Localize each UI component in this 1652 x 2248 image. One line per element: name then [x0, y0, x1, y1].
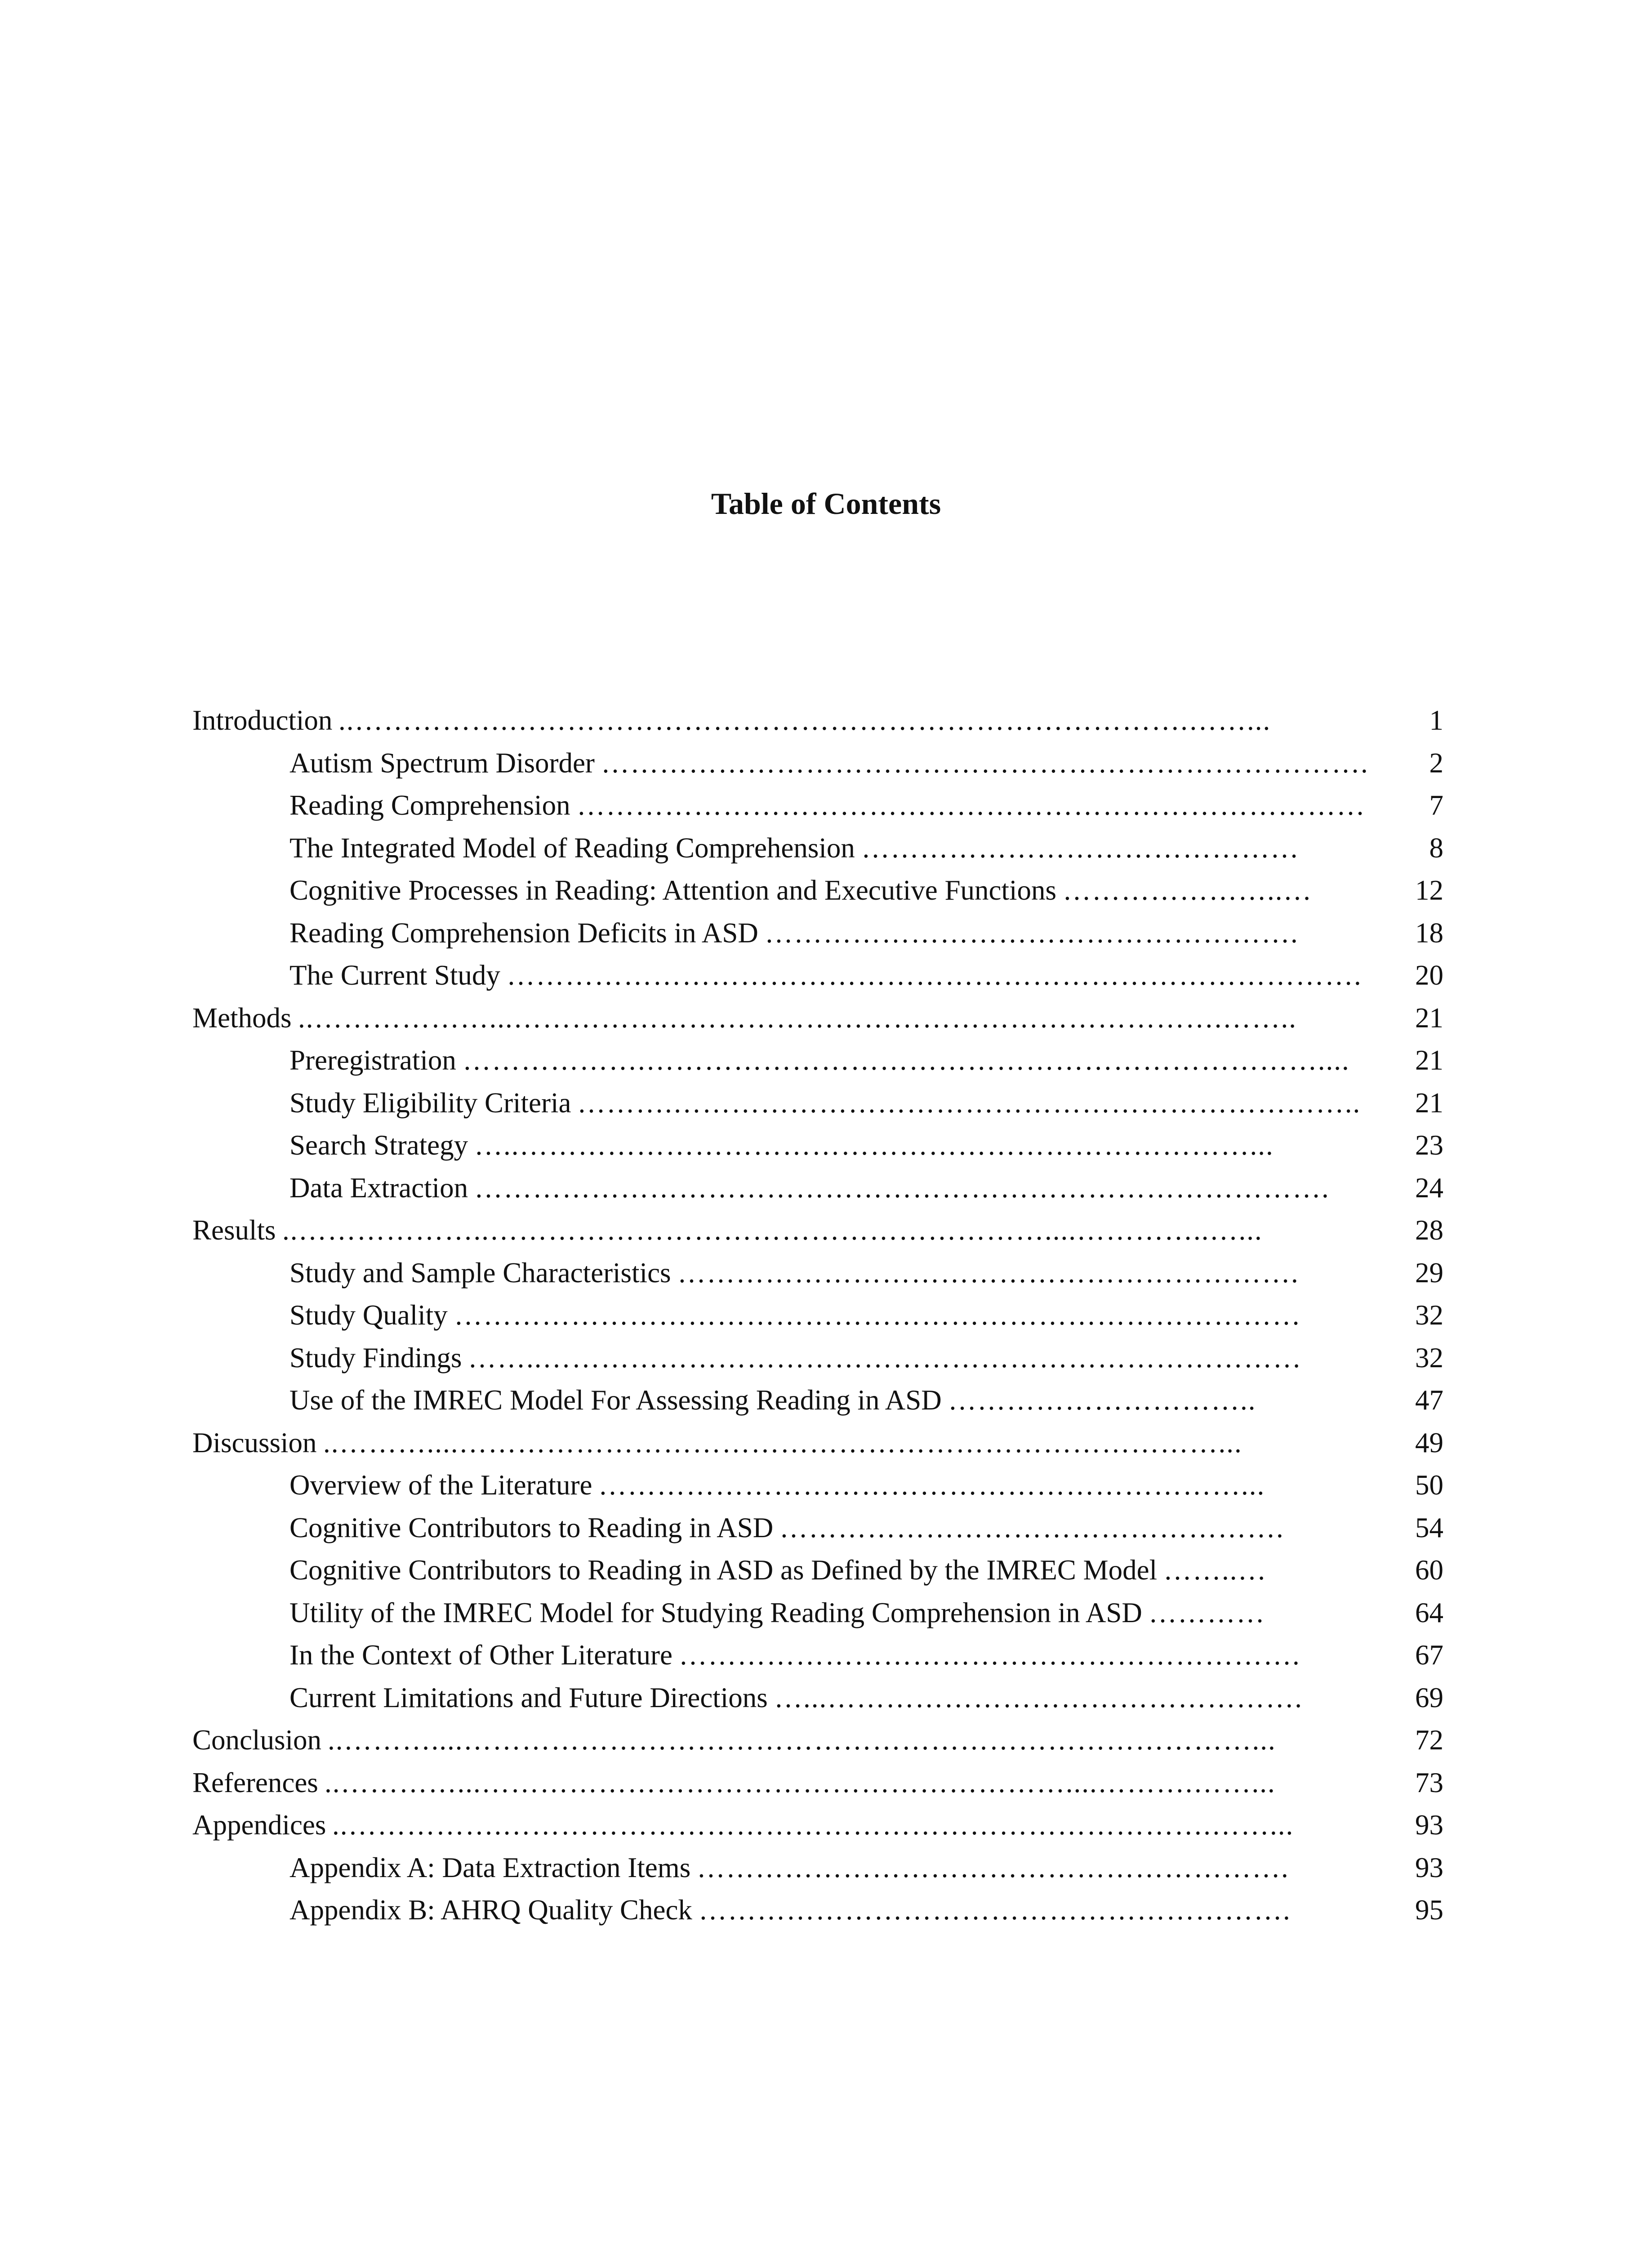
- toc-entry-label: Preregistration: [289, 1044, 456, 1076]
- toc-entry: [192, 1379, 1443, 1422]
- toc-entry-label: Study Findings: [289, 1342, 462, 1374]
- toc-dot-leader: …………: [1149, 1597, 1265, 1628]
- toc-entry-label: Current Limitations and Future Directions: [289, 1682, 768, 1713]
- toc-entry-page-number: 18: [1415, 917, 1443, 949]
- toc-entry-label: Cognitive Contributors to Reading in ASD as Defined by the IMREC Model: [289, 1554, 1158, 1586]
- toc-entry-page-number: 20: [1415, 959, 1443, 991]
- toc-entry-page-number: 64: [1415, 1597, 1443, 1628]
- toc-entry: [192, 1252, 1443, 1294]
- toc-entry-label: Utility of the IMREC Model for Studying Reading Comprehension in ASD: [289, 1597, 1142, 1628]
- toc-entry-label: Search Strategy: [289, 1129, 468, 1161]
- toc-dot-leader: …………………..…: [1063, 874, 1313, 906]
- toc-entry: [192, 869, 1443, 912]
- toc-entry-label: Autism Spectrum Disorder: [289, 747, 595, 779]
- toc-entry: [192, 1677, 1443, 1719]
- toc-dot-leader: ………………………………………: [861, 832, 1300, 864]
- toc-dot-leader: …………………………..: [948, 1384, 1256, 1416]
- toc-dot-leader: ..…………….…………………………………………………………….……...: [338, 705, 1271, 736]
- toc-entry-label: The Current Study: [289, 959, 500, 991]
- toc-entry: [192, 1039, 1443, 1082]
- toc-entry-label: Study Quality: [289, 1299, 448, 1331]
- toc-entry: [192, 827, 1443, 870]
- toc-entry: [192, 1847, 1443, 1889]
- toc-entry: [192, 1337, 1443, 1379]
- toc-entry-label: Cognitive Processes in Reading: Attention and Executive Functions: [289, 874, 1057, 906]
- toc-entry: [192, 1762, 1443, 1804]
- toc-entry: [192, 997, 1443, 1039]
- toc-entry-page-number: 24: [1415, 1172, 1443, 1204]
- toc-entry-page-number: 54: [1415, 1512, 1443, 1543]
- toc-entry-page-number: 72: [1415, 1724, 1443, 1756]
- toc-dot-leader: …………………………………………………………...: [598, 1469, 1265, 1501]
- toc-entry-page-number: 60: [1415, 1554, 1443, 1586]
- toc-entry-page-number: 12: [1415, 874, 1443, 906]
- toc-dot-leader: ……………………………………………….: [765, 917, 1299, 949]
- toc-entry-page-number: 50: [1415, 1469, 1443, 1501]
- toc-entry: [192, 1804, 1443, 1847]
- toc-entry-label: Overview of the Literature: [289, 1469, 592, 1501]
- toc-dot-leader: ……….……………………………………………………………..: [577, 1087, 1361, 1119]
- toc-entry: [192, 1592, 1443, 1634]
- toc-entry-label: Conclusion: [192, 1724, 322, 1756]
- toc-dot-leader: ..………....………………………………………………………………………...: [328, 1724, 1276, 1756]
- toc-entry-page-number: 21: [1415, 1087, 1443, 1119]
- toc-dot-leader: ………………………………………………………………………: [577, 789, 1366, 821]
- toc-dot-leader: ..………………...……………………………………………………………….……..: [298, 1002, 1297, 1034]
- toc-entry-page-number: 93: [1415, 1851, 1443, 1883]
- toc-entry-label: Appendix A: Data Extraction Items: [289, 1851, 691, 1883]
- toc-dot-leader: ……………………………………………………………………………: [454, 1299, 1301, 1331]
- toc-entry-label: Study Eligibility Criteria: [289, 1087, 571, 1119]
- toc-dot-leader: …………………………………………………………………………….: [474, 1172, 1330, 1204]
- toc-entry: [192, 1549, 1443, 1592]
- toc-dot-leader: …………………………………………………………………….: [601, 747, 1369, 779]
- toc-dot-leader: …………………………………………………………………………….: [507, 959, 1362, 991]
- toc-entry: [192, 742, 1443, 785]
- toc-entry-label: Appendix B: AHRQ Quality Check: [289, 1894, 692, 1926]
- toc-entry-page-number: 21: [1415, 1044, 1443, 1076]
- toc-entry: [192, 1422, 1443, 1464]
- toc-entry-label: In the Context of Other Literature: [289, 1639, 672, 1671]
- toc-entry-page-number: 23: [1415, 1129, 1443, 1161]
- toc-entry-label: Reading Comprehension: [289, 789, 570, 821]
- toc-entry: [192, 1124, 1443, 1167]
- toc-entry-page-number: 32: [1415, 1299, 1443, 1331]
- toc-entry-label: The Integrated Model of Reading Comprehension: [289, 832, 855, 864]
- toc-entry: [192, 1719, 1443, 1762]
- toc-entry-label: Results: [192, 1214, 276, 1246]
- toc-dot-leader: ..…………….……………………………………………………………….……...: [332, 1809, 1294, 1841]
- toc-entry-page-number: 93: [1415, 1809, 1443, 1841]
- toc-entry-page-number: 95: [1415, 1894, 1443, 1926]
- toc-dot-leader: …..…………………………………………………………………...: [474, 1129, 1274, 1161]
- toc-dot-leader: ……..……………………………………………………………………: [468, 1342, 1302, 1374]
- toc-entry-page-number: 21: [1415, 1002, 1443, 1034]
- toc-entry: [192, 1507, 1443, 1549]
- toc-dot-leader: ..………....……………………………………………………………………...: [323, 1427, 1242, 1459]
- toc-entry-label: Data Extraction: [289, 1172, 468, 1204]
- toc-entry: [192, 1167, 1443, 1209]
- toc-entry-page-number: 2: [1429, 747, 1443, 779]
- toc-entry: [192, 912, 1443, 955]
- toc-entry: [192, 1294, 1443, 1337]
- table-of-contents: [192, 699, 1443, 1931]
- toc-entry-label: Introduction: [192, 705, 333, 736]
- toc-entry: [192, 954, 1443, 997]
- toc-entry-page-number: 28: [1415, 1214, 1443, 1246]
- toc-dot-leader: …………………………………………………….: [699, 1894, 1291, 1926]
- toc-entry-label: Reading Comprehension Deficits in ASD: [289, 917, 758, 949]
- toc-entry: [192, 1209, 1443, 1252]
- toc-entry: [192, 1889, 1443, 1931]
- toc-dot-leader: ..…………...……………………………………………………....……….……...: [325, 1766, 1276, 1798]
- toc-entry-page-number: 67: [1415, 1639, 1443, 1671]
- toc-entry-label: Use of the IMREC Model For Assessing Reading in ASD: [289, 1384, 942, 1416]
- toc-entry-label: Methods: [192, 1002, 292, 1034]
- toc-entry-page-number: 7: [1429, 789, 1443, 821]
- toc-entry-page-number: 73: [1415, 1766, 1443, 1798]
- toc-entry: [192, 784, 1443, 827]
- toc-entry-label: Discussion: [192, 1427, 317, 1459]
- toc-entry-page-number: 47: [1415, 1384, 1443, 1416]
- toc-dot-leader: …………………………………………………….: [697, 1851, 1289, 1883]
- toc-entry: [192, 699, 1443, 742]
- toc-entry-label: Cognitive Contributors to Reading in ASD: [289, 1512, 774, 1543]
- toc-entry-label: Appendices: [192, 1809, 326, 1841]
- toc-entry-page-number: 29: [1415, 1257, 1443, 1289]
- toc-entry: [192, 1464, 1443, 1507]
- toc-dot-leader: ……………………………………………………….: [677, 1257, 1299, 1289]
- toc-entry: [192, 1634, 1443, 1677]
- toc-dot-leader: ……………….……………………………………………………………....: [463, 1044, 1350, 1076]
- toc-entry-label: Study and Sample Characteristics: [289, 1257, 671, 1289]
- toc-dot-leader: …………………………………………….: [779, 1512, 1284, 1543]
- toc-dot-leader: ……………………………………………………….: [679, 1639, 1300, 1671]
- toc-entry-page-number: 8: [1429, 832, 1443, 864]
- toc-entry: [192, 1082, 1443, 1124]
- toc-dot-leader: …...………………………………………….: [774, 1682, 1303, 1713]
- toc-entry-page-number: 49: [1415, 1427, 1443, 1459]
- page-title: Table of Contents: [711, 486, 941, 521]
- toc-dot-leader: ..………………..…………………………………………………....…………..…...: [282, 1214, 1263, 1246]
- toc-entry-page-number: 32: [1415, 1342, 1443, 1374]
- toc-entry-label: References: [192, 1766, 318, 1798]
- toc-dot-leader: ……..…: [1163, 1554, 1267, 1586]
- toc-entry-page-number: 1: [1429, 705, 1443, 736]
- toc-entry-page-number: 69: [1415, 1682, 1443, 1713]
